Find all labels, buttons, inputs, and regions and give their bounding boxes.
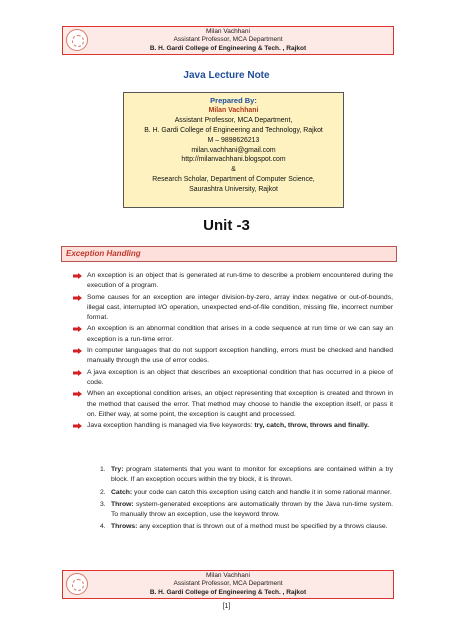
item-keyword: Throws:: [111, 523, 138, 531]
numbered-item: [100, 522, 393, 532]
section-title: Exception Handling: [66, 249, 141, 258]
prepared-by-heading: Prepared By:: [210, 96, 257, 105]
bullet-text: An exception is an abnormal condition that arises in a code sequence at run time or we can say an exception is a run-time error.: [87, 325, 393, 343]
document-title: Java Lecture Note: [183, 70, 270, 81]
prepared-line: &: [231, 166, 236, 174]
section-heading-bar: [61, 246, 397, 262]
arrow-bullet-icon: [73, 423, 82, 429]
bullet-text: In computer languages that do not support exception handling, errors must be checked and handled manually through the use of error codes.: [87, 347, 393, 365]
arrow-bullet-icon: [73, 391, 82, 397]
prepared-line: milan.vachhani@gmail.com: [191, 146, 276, 154]
unit-heading: Unit -3: [203, 217, 250, 234]
item-text: system-generated exceptions are automatically thrown by the Java run-time system. To manually throw an exception, use the keyword throw.: [111, 500, 393, 519]
arrow-bullet-icon: [73, 348, 82, 354]
list-item: [73, 389, 393, 420]
prepared-line: Saurashtra University, Rajkot: [189, 186, 278, 194]
bullet-list: [73, 271, 393, 431]
numbered-list: [100, 465, 393, 535]
item-keyword: Catch:: [111, 488, 133, 496]
prepared-line: Research Scholar, Department of Computer Science,: [152, 176, 315, 184]
page-header: [62, 26, 394, 55]
list-item: [73, 271, 393, 292]
prepared-by-box: [123, 92, 344, 208]
arrow-bullet-icon: [73, 326, 82, 332]
arrow-bullet-icon: [73, 273, 82, 279]
page-number: [1]: [222, 603, 231, 610]
list-item: [73, 293, 393, 324]
prepared-line: Assistant Professor, MCA Department,: [174, 116, 293, 124]
header-text: [63, 28, 393, 53]
prepared-line: http://milanvachhani.blogspot.com: [181, 156, 286, 164]
list-item: [73, 346, 393, 367]
numbered-item: [100, 488, 393, 498]
item-text: your code can catch this exception using catch and handle it in some rational manner.: [132, 488, 392, 496]
list-item: [73, 324, 393, 345]
item-text: program statements that you want to monitor for exceptions are contained within a try block. If an exception occurs within the try block, it is thrown.: [111, 466, 393, 484]
page-footer: [62, 570, 394, 599]
item-number: 1.: [100, 466, 106, 473]
item-number: 4.: [100, 523, 106, 531]
bullet-text: When an exceptional condition arises, an object representing that exception is created and thrown in the method that caused the error. That method may choose to handle the exception itself, or pass it on. Either way, at some point, the exception is caught and processed.: [87, 390, 393, 418]
item-keyword: Throw:: [111, 500, 134, 508]
footer-college: B. H. Gardi College of Engineering & Tech. , Rajkot: [149, 588, 307, 596]
footer-position: Assistant Professor, MCA Department: [173, 580, 283, 588]
numbered-item: [100, 465, 393, 486]
numbered-item: [100, 500, 393, 521]
bullet-text: Java exception handling is managed via five keywords:: [87, 422, 255, 430]
prepared-line: M – 9898626213: [207, 136, 260, 144]
header-position: Assistant Professor, MCA Department: [173, 36, 283, 44]
header-author: Milan Vachhani: [206, 28, 250, 35]
item-text: any exception that is thrown out of a method must be specified by a throws clause.: [137, 523, 388, 531]
item-number: 3.: [100, 500, 106, 508]
footer-author: Milan Vachhani: [206, 572, 250, 579]
header-college: B. H. Gardi College of Engineering & Tech. , Rajkot: [149, 44, 307, 52]
item-keyword: Try:: [111, 466, 124, 473]
bullet-text: An exception is an object that is generated at run-time to describe a problem encountered during the execution of a program.: [87, 272, 393, 290]
bullet-text: Some causes for an exception are integer division-by-zero, array index negative or out-of-bounds, illegal cast, interrupted I/O operation, unexpected end-of-file condition, missing file, incorrect number format.: [87, 293, 393, 322]
arrow-bullet-icon: [73, 295, 82, 301]
prepared-line: B. H. Gardi College of Engineering and Technology, Rajkot: [144, 126, 323, 134]
list-item: [73, 368, 393, 389]
keywords-text: try, catch, throw, throws and finally.: [254, 422, 370, 430]
arrow-bullet-icon: [73, 370, 82, 376]
author-name: Milan Vachhani: [208, 106, 259, 114]
item-number: 2.: [100, 488, 106, 496]
footer-text: [63, 572, 393, 597]
list-item: [73, 421, 393, 431]
bullet-text: A java exception is an object that describes an exceptional condition that has occurred in a piece of code.: [87, 368, 393, 386]
